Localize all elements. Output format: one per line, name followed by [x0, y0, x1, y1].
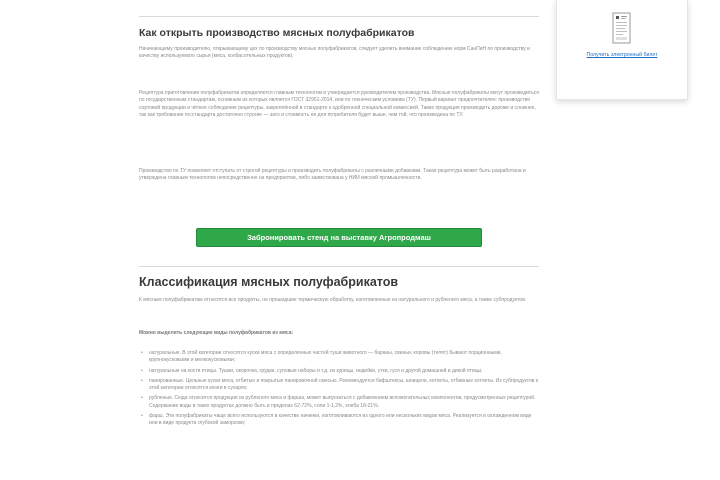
- paragraph: К мясным полуфабрикатам относятся все продукты, не прошедшие термическую обработку, изготовленные из натурального и рубленого мяса, а также субпродуктов.: [139, 297, 527, 303]
- paragraph: Производство по ТУ позволяет отступать от строгой рецептуры и производить полуфабрикаты с различными добавками. Такая рецептура может быть разработана и утверждена главным технологом непосредственно на предприятии, либо заимствована у НИИ мясной промышленности.: [139, 168, 526, 182]
- list-item: • панированные. Цельные куски мяса, отбитые и покрытые панировочной смесью. Рекомендуется бифштексы, шницели, котлеты, отбивные котлеты. Из субпродуктов к этой категории относятся мозги в сухарях;: [139, 378, 539, 393]
- list-intro: Можно выделить следующие виды полуфабрикатов из мяса:: [139, 330, 294, 336]
- document-ticket-icon[interactable]: [612, 12, 631, 44]
- list-item: • натуральные. В этой категории относятся куски мяса с определенных частей туши животного — бараны, свиньи, коровы (телят) бывают порционными, крупнокусковыми и мелкокусковыми;: [139, 350, 539, 365]
- classification-list: [139, 350, 539, 431]
- paragraph: Рецептура приготовления полуфабрикатов определяется главным технологом и утверждается руководителем производства. Мясные полуфабрикаты могут производиться по государственным стандартам, основным из которых является ГОСТ 32951-2014, или по техническим условиям (ТУ). Первый вариант предпочтителен: производство сортовой продукции и чёткое соблюдение рецептуры, закреплённой в стандарте к одобренной специальной комиссией. Такие продукция производить дороже и сложнее, так как требования госстандарта достаточно строгие — зато и стоимость ее для потребителя будет выше, чем той, что произведена по ТУ.: [139, 90, 539, 118]
- book-stand-button[interactable]: Забронировать стенд на выставку Агропродмаш: [196, 228, 482, 247]
- paragraph: Начинающему производителю, открывающему цех по производству мясных полуфабрикатов, следует уделить внимание соблюдению норм СанПиН по производству и качеству используемого сырья (мяса, колбасотельных продуктов).: [139, 46, 530, 60]
- divider: [139, 266, 539, 267]
- list-item: • фарш. Эти полуфабрикаты чаще всего используются в качестве начинки, изготовливаются из одного или нескольких видов мяса. Реализуется в охлажденном виде или в виде продукта глубокой заморозки;: [139, 413, 539, 428]
- list-item: • натуральные на кости птицы. Тушки, окорочка, грудки, суповые наборы и т.д. из курицы, индейки, утки, гуся и другой домашней и дикой птицы;: [139, 368, 539, 375]
- section-heading-how-to-open: Как открыть производство мясных полуфабрикатов: [139, 27, 415, 39]
- divider: [139, 16, 539, 17]
- get-ticket-link[interactable]: Получить электронный билет: [586, 52, 658, 58]
- list-item: • рубленые. Сюда относится продукция из рубленого мяса и фарша, может выпускаться с добавлением вспомогательных компонентов, предусмотренных рецептурой. Содержание воды в таких продуктах должно быть в пределах 62-72%, соли 1-1,2%, хлеба 18-21%;: [139, 395, 539, 410]
- cta-container: [196, 228, 482, 247]
- section-heading-classification: Классификация мясных полуфабрикатов: [139, 275, 399, 289]
